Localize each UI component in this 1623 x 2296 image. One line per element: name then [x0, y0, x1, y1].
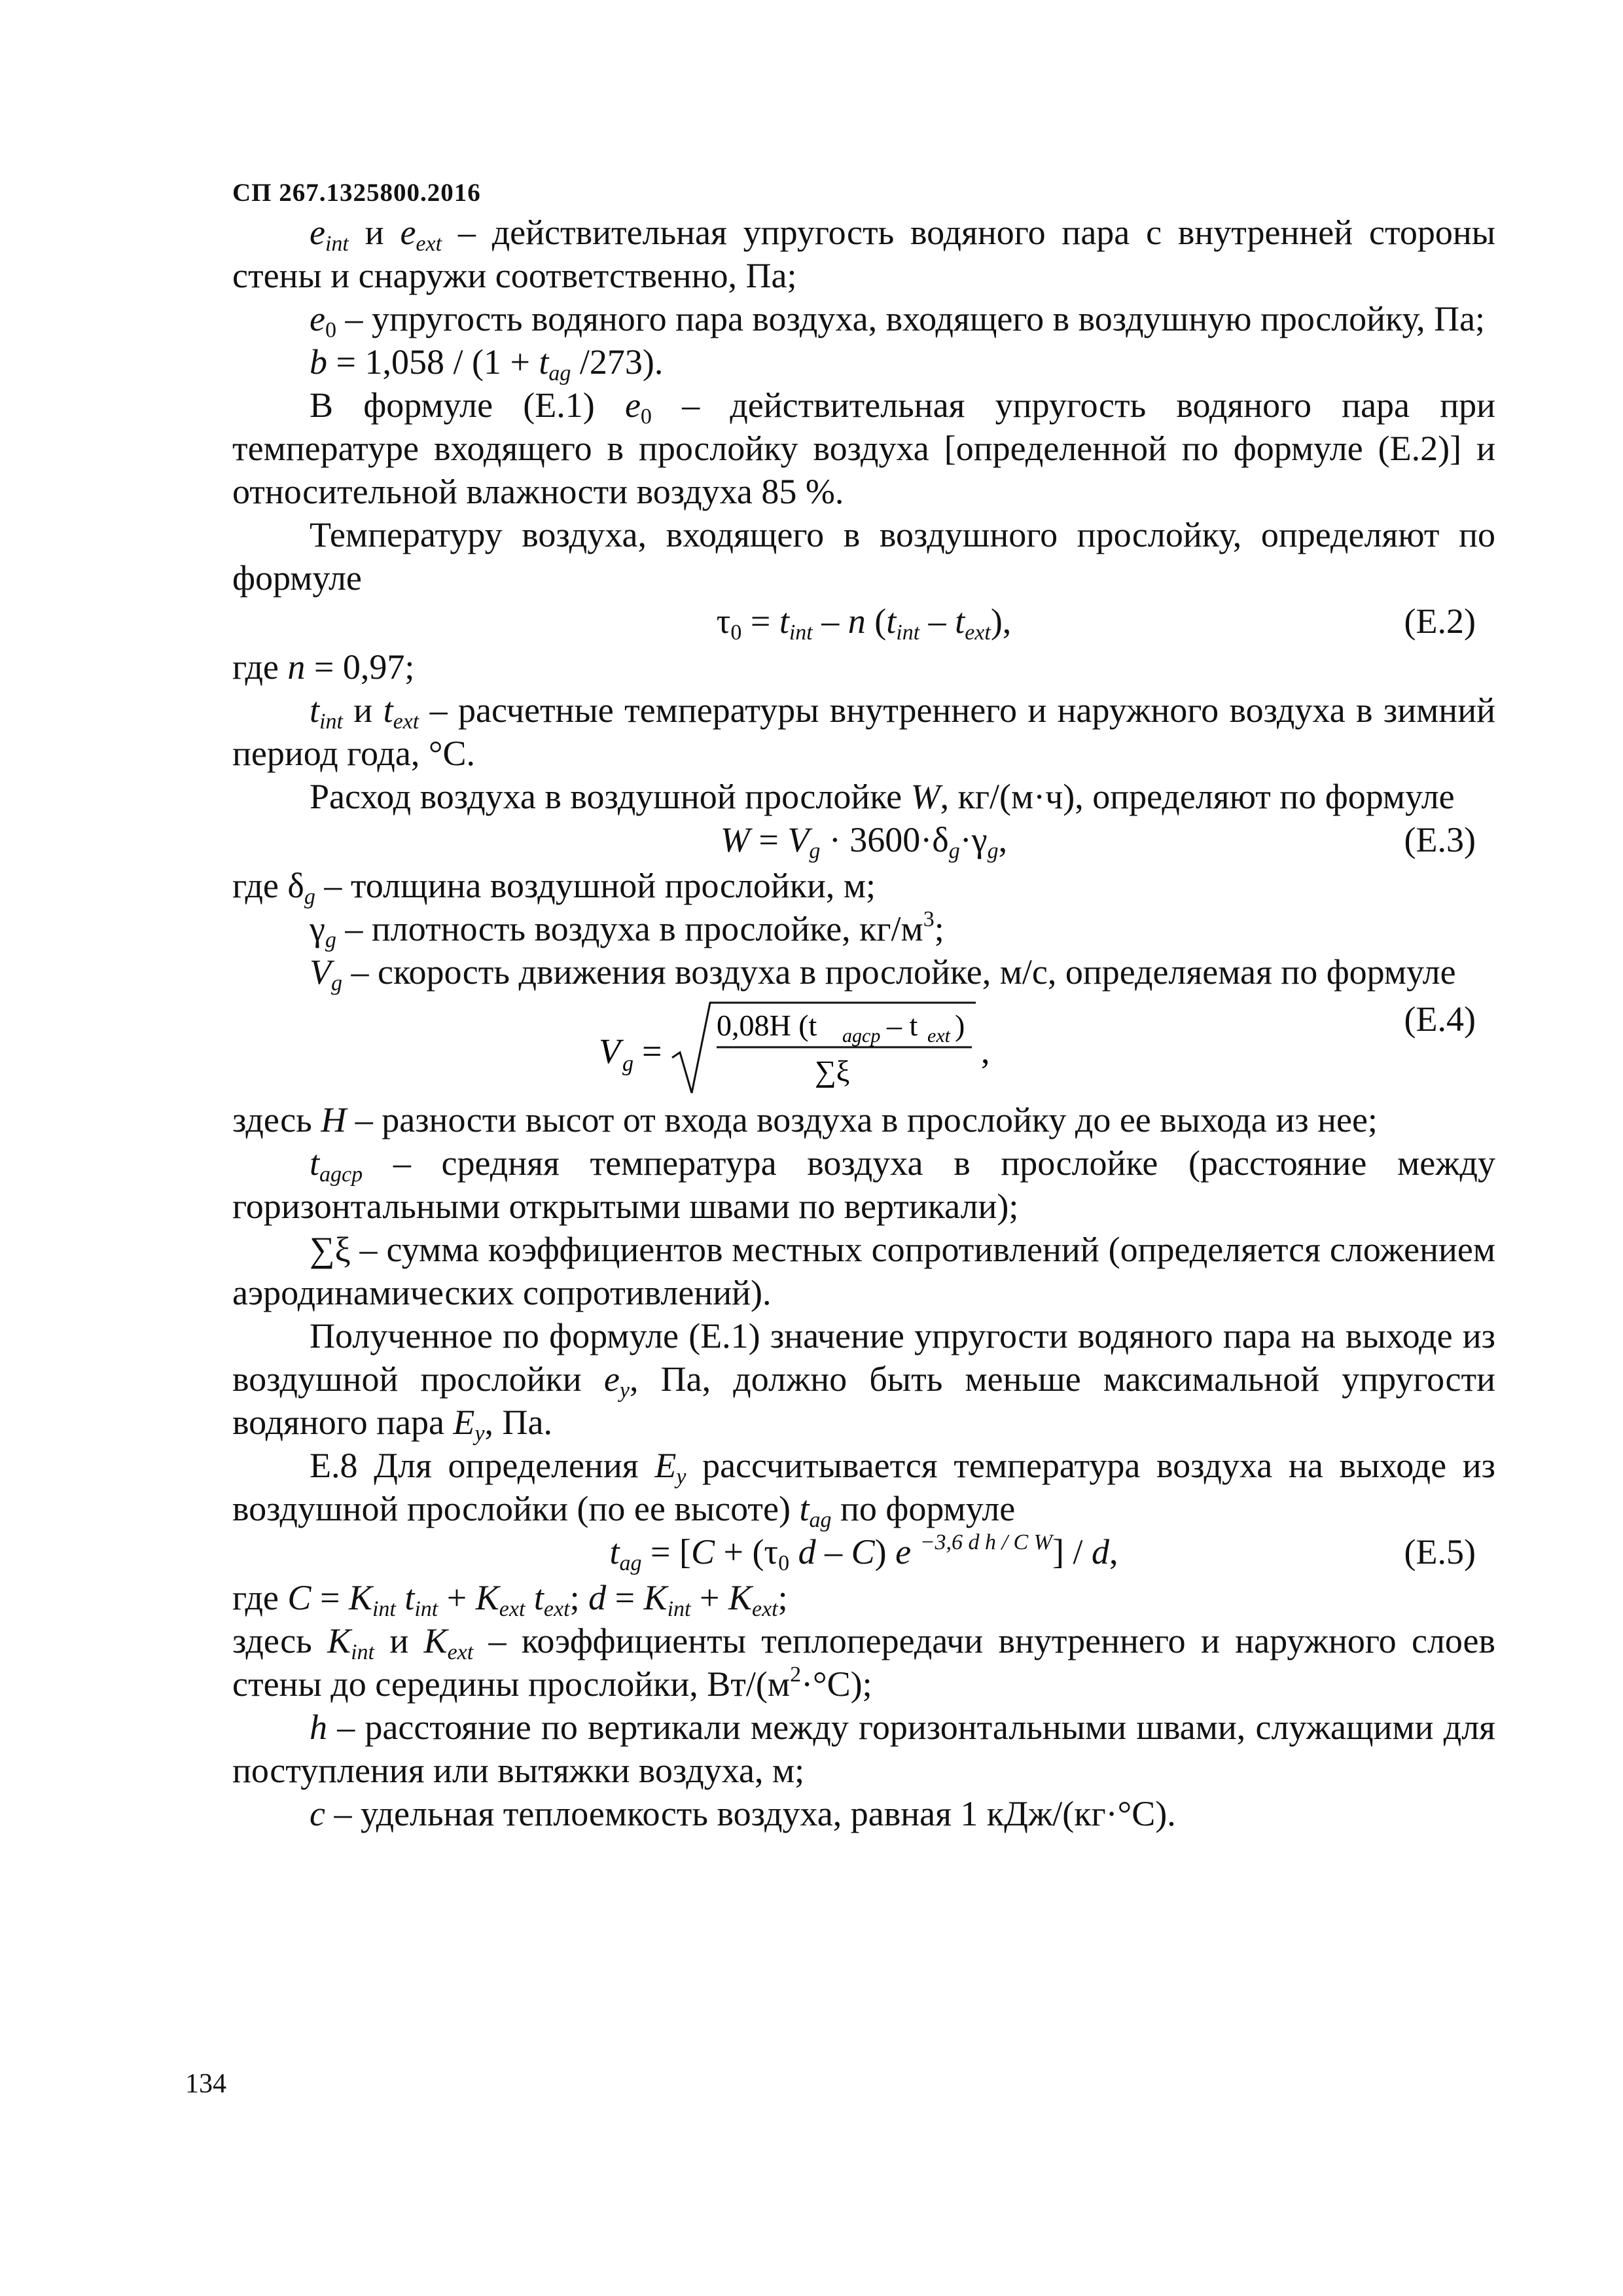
- formula-e2-body: $\tau_0 = t_{int} - n$ $(t_{int} - t_{ext})$,: [716, 601, 1012, 645]
- paragraph-sum-xi: ∑ξ – сумма коэффициентов местных сопротивлений (определяется сложением аэродинамических сопротивлений).: [232, 1230, 1495, 1312]
- paragraph-n: где n = 0,97;: [232, 647, 415, 687]
- formula-e4: [232, 997, 1495, 1096]
- paragraph-b: $b = 1,058 / (1 + t_{ag}$ /273).: [310, 342, 664, 386]
- paragraph-h-distance: h – расстояние по вертикали между горизонтальными швами, служащими для поступления или вытяжки воздуха, м;: [232, 1708, 1495, 1790]
- paragraph-e8: Е.8 Для определения $E_y$ рассчитывается температура воздуха на выходе из воздушной прослойки (по ее высоте) $t_{ag}$ по формуле: [232, 1446, 1495, 1532]
- paragraph-delta-g: где $\delta_g$ – толщина воздушной прослойки, м;: [232, 866, 876, 909]
- svg-text:): ): [955, 1009, 965, 1042]
- formula-e4-denominator: ∑ξ: [815, 1054, 850, 1088]
- paragraph-k-coeff: здесь $K_{int}$ и $K_{ext}$ – коэффициенты теплопередачи внутреннего и наружного слоев стены до середины прослойки, $Вт/(м^2\cdot^\circ С)$;: [232, 1621, 1496, 1704]
- svg-text:V: V: [599, 1031, 620, 1071]
- svg-text:– t: – t: [887, 1009, 918, 1042]
- document-body: [232, 211, 1495, 1835]
- paragraph-formula-e1: В формуле (Е.1) $e_0$ – действительная упругость водяного пара при температуре входящего в прослойку воздуха [определенной по формуле (Е.2)] и относительной влажности воздуха 85 %.: [232, 386, 1495, 511]
- paragraph-c-heat: c – удельная теплоемкость воздуха, равная 1 кДж/(кг·°С).: [310, 1794, 1176, 1833]
- svg-text:agср: agср: [842, 1025, 881, 1047]
- paragraph-tagcp: $t_{agср}$ – средняя температура воздуха в прослойке (расстояние между горизонтальными открытыми швами по вертикали);: [232, 1143, 1496, 1226]
- paragraph-gamma-g: $\gamma_g$ – плотность воздуха в прослойке, $кг/м^3$;: [310, 907, 944, 952]
- paragraph-e0: $e_0$ – упругость водяного пара воздуха, входящего в воздушную прослойку, Па;: [310, 299, 1486, 342]
- paragraph-tint-text: $t_{int}$ и $t_{ext}$ – расчетные температуры внутреннего и наружного воздуха в зимний период года, °С.: [232, 691, 1496, 773]
- paragraph-c-d: где $C = K_{int}$ $t_{int} + K_{ext}$ $t_{ext}$; $d = K_{int} + K_{ext}$;: [232, 1578, 788, 1621]
- formula-e3-body: $W = V_g \cdot 3600\cdot\delta_g\cdot\gamma_g$,: [720, 820, 1008, 863]
- svg-text:g: g: [622, 1052, 633, 1076]
- formula-e4-body: [599, 997, 991, 1096]
- paragraph-result: Полученное по формуле (Е.1) значение упругости водяного пара на выходе из воздушной прослойки $e_y$, Па, должно быть меньше максимальной упругости водяного пара $E_y$, Па.: [232, 1316, 1495, 1446]
- formula-e2-number: (Е.2): [1404, 601, 1476, 641]
- paragraph-h: здесь H – разности высот от входа воздуха в прослойку до ее выхода из нее;: [232, 1100, 1378, 1139]
- paragraph-air-temperature: Температуру воздуха, входящего в воздушного прослойку, определяют по формуле: [232, 515, 1495, 598]
- paragraph-vg: $V_g$ – скорость движения воздуха в прослойке, м/с, определяемая по формуле: [310, 952, 1456, 996]
- svg-text:,: ,: [981, 1031, 990, 1071]
- formula-e5-number: (Е.5): [1404, 1532, 1476, 1571]
- paragraph-e-int-ext: $e_{int}$ и $e_{ext}$ – действительная упругость водяного пара с внутренней стороны стены и снаружи соответственно, Па;: [232, 213, 1496, 295]
- page-number: 134: [185, 2069, 226, 2099]
- document-header: СП 267.1325800.2016: [232, 179, 481, 207]
- formula-e4-numerator: 0,08H (t: [717, 1009, 817, 1042]
- formula-e2: [232, 600, 1495, 645]
- paragraph-air-flow: Расход воздуха в воздушной прослойке W, кг/(м·ч), определяют по формуле: [310, 777, 1455, 816]
- formula-e3-number: (Е.3): [1404, 820, 1476, 859]
- formula-e3: [232, 818, 1495, 864]
- svg-text:ext: ext: [927, 1025, 950, 1047]
- svg-text:=: =: [642, 1031, 662, 1071]
- formula-e4-number: (Е.4): [1404, 999, 1476, 1039]
- formula-e5-body: $t_{ag} = [C + (\tau_0$ d – C) e $^{-3,6 d h / C W}$] / d,: [609, 1530, 1118, 1575]
- formula-e5: [232, 1530, 1495, 1576]
